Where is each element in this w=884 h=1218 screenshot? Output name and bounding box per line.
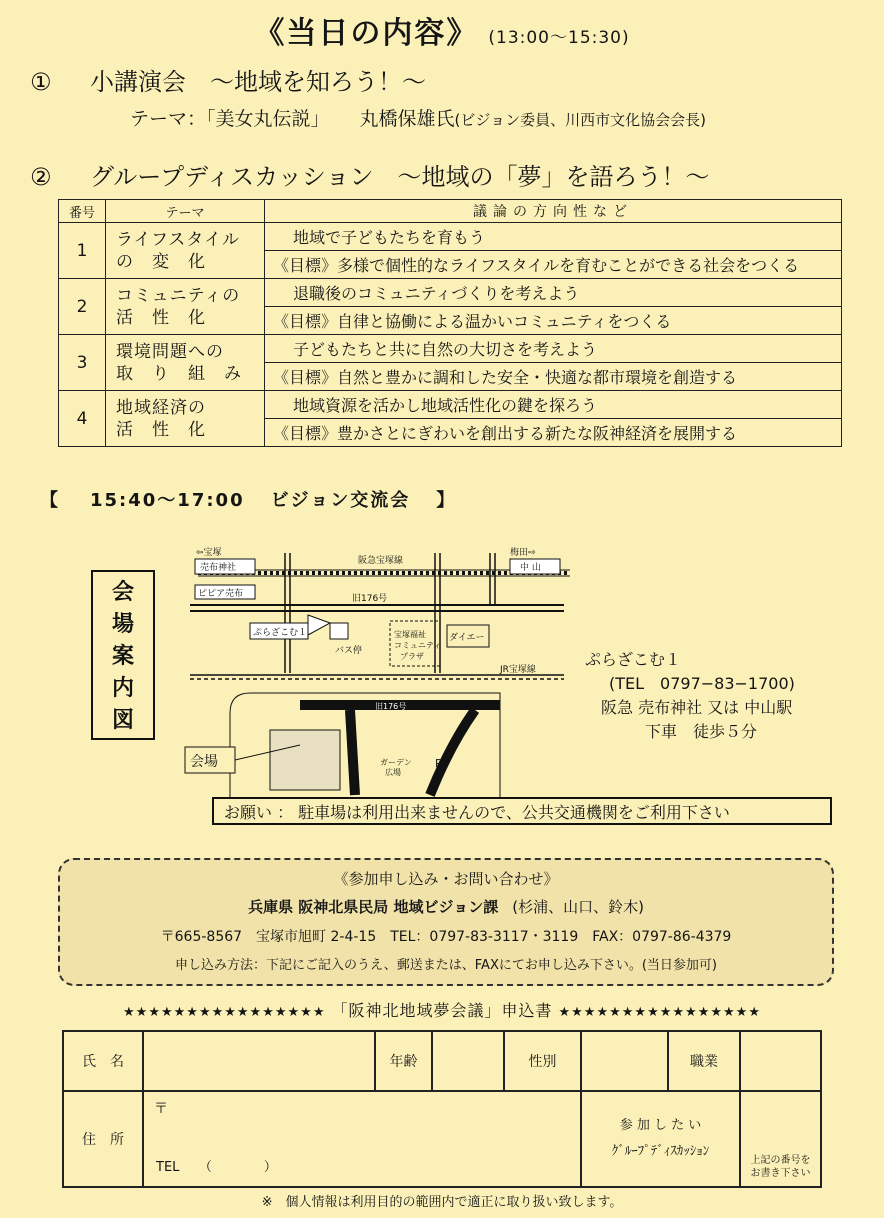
map-text: 阪急宝塚線 — [358, 556, 404, 566]
section-heading-text: グループディスカッション 〜地域の「夢」を語ろう！〜 — [90, 163, 710, 191]
row-theme — [106, 335, 265, 391]
name-label: 氏 名 — [63, 1031, 143, 1091]
map-text: 宝塚福祉 — [394, 630, 426, 639]
contact-org: 兵庫県 阪神北県民局 地域ビジョン課 — [248, 898, 499, 916]
map-text: コミュニティ — [394, 641, 442, 650]
privacy-note: ※ 個人情報は利用目的の範囲内で適正に取り扱い致します。 — [261, 1195, 623, 1210]
row-direction: 地域資源を活かし地域活性化の鍵を探ろう — [265, 391, 842, 419]
venue-building — [270, 730, 340, 790]
stars-right: ★★★★★★★★★★★★★★★★ — [558, 1005, 761, 1020]
application-form — [62, 1030, 822, 1188]
row-direction: 退職後のコミュニティづくりを考えよう — [265, 279, 842, 307]
header-no: 番号 — [59, 200, 106, 223]
sex-label: 性別 — [504, 1031, 581, 1091]
map-text: 旧176号 — [375, 702, 407, 711]
row-theme-line2: 活 性 化 — [116, 419, 206, 440]
group-note2: お書き下さい — [750, 1168, 811, 1179]
map-text: P — [435, 757, 442, 770]
job-field[interactable] — [740, 1031, 821, 1091]
row-theme — [106, 223, 265, 279]
postal-mark: 〒 — [154, 1101, 168, 1117]
arrow-icon — [308, 615, 330, 635]
lecture-theme-line — [130, 104, 706, 131]
map-text: 旧176号 — [352, 594, 388, 604]
discussion-table — [58, 199, 842, 447]
group-label — [581, 1091, 740, 1187]
row-theme-line1: コミュニティの — [116, 285, 241, 306]
row-theme-line1: 地域経済の — [116, 397, 206, 418]
bracket-close: 】 — [436, 490, 457, 511]
map-label — [112, 579, 134, 733]
stars-left: ★★★★★★★★★★★★★★★★ — [123, 1005, 326, 1020]
page-title — [0, 8, 884, 52]
section-lecture-heading — [30, 62, 426, 97]
sex-field[interactable] — [581, 1031, 668, 1091]
map-label-char: 内 — [111, 676, 135, 701]
theme-label: テーマ： — [130, 108, 207, 130]
table-row — [59, 223, 842, 251]
header-direction: 議論の方向性など — [265, 200, 842, 223]
row-goal: 《目標》自然と豊かに調和した安全・快適な都市環境を創造する — [265, 363, 842, 391]
map-text: ダイエー — [449, 633, 485, 643]
row-goal: 《目標》自律と協働による温かいコミュニティをつくる — [265, 307, 842, 335]
map-text: 中 山 — [520, 563, 541, 573]
contact-title: 《参加申し込み・お問い合わせ》 — [333, 870, 559, 888]
contact-org-line — [60, 896, 832, 917]
group-note1: 上記の番号を — [750, 1155, 811, 1166]
map-text: 売布神社 — [200, 563, 237, 573]
vision-exchange-heading — [40, 486, 456, 512]
row-number: 3 — [59, 335, 106, 391]
row-direction: 地域で子どもたちを育もう — [265, 223, 842, 251]
row-number: 4 — [59, 391, 106, 447]
map-text: 会場 — [190, 754, 218, 770]
venue-walk: 下車 徒歩５分 — [645, 722, 758, 741]
row-number: 1 — [59, 223, 106, 279]
row-theme-line2: 取 り 組 み — [116, 363, 242, 384]
map-text: 広場 — [385, 768, 401, 777]
map-text: プラザ — [400, 652, 424, 661]
row-goal: 《目標》豊かさとにぎわいを創出する新たな阪神経済を展開する — [265, 419, 842, 447]
tel-label: TEL （ ） — [156, 1160, 277, 1175]
name-field[interactable] — [143, 1031, 375, 1091]
title-time: (13:00〜15:30) — [488, 28, 630, 48]
venue-access: 阪急 売布神社 又は 中山駅 — [601, 698, 793, 717]
table-row — [59, 279, 842, 307]
map-text: 梅田⇨ — [510, 548, 536, 558]
section-heading-text: 小講演会 〜地域を知ろう！〜 — [90, 68, 426, 96]
row-goal: 《目標》多様で個性的なライフスタイルを育むことができる社会をつくる — [265, 251, 842, 279]
map-text: ガーデン — [380, 758, 412, 767]
group-field[interactable] — [740, 1091, 821, 1187]
row-direction: 子どもたちと共に自然の大切さを考えよう — [265, 335, 842, 363]
row-theme-line2: 活 性 化 — [116, 307, 206, 328]
parking-notice: お願い ： 駐車場は利用出来ませんので、公共交通機関をご利用下さい — [212, 797, 832, 825]
address-label: 住 所 — [63, 1091, 143, 1187]
title-text: 《当日の内容》 — [254, 16, 479, 51]
vision-time: 15:40〜17:00 — [90, 490, 245, 511]
age-label: 年齢 — [375, 1031, 432, 1091]
row-theme — [106, 279, 265, 335]
section-discussion-heading — [30, 157, 709, 192]
venue-map — [90, 545, 576, 800]
speaker-name: 丸橋保雄氏 — [359, 108, 455, 130]
theme-title: 「美女丸伝説」 — [206, 108, 330, 130]
age-field[interactable] — [432, 1031, 504, 1091]
map-label-char: 会 — [111, 580, 135, 605]
map-label-char: 場 — [111, 612, 135, 637]
map-label-char: 図 — [111, 708, 135, 733]
contact-method: 申し込み方法：下記にご記入のうえ、郵送または、FAXにてお申し込み下さい。(当日参加可) — [174, 958, 717, 973]
row-theme-line1: 環境問題への — [116, 341, 224, 362]
group-label-line1: 参 加 し た い — [619, 1118, 702, 1133]
contact-box — [58, 858, 834, 986]
form-title-text: 「阪神北地域夢会議」申込書 — [331, 1001, 553, 1020]
row-theme-line2: の 変 化 — [116, 251, 206, 272]
header-theme: テーマ — [106, 200, 265, 223]
bracket-open: 【 — [40, 490, 60, 511]
form-title — [0, 998, 884, 1021]
map-text: ピピア売布 — [198, 589, 244, 599]
group-label-line2: ｸﾞﾙｰﾌﾟﾃﾞｨｽｶｯｼｮﾝ — [611, 1144, 710, 1159]
contact-address: 〒665-8567 宝塚市旭町 2-4-15 TEL：0797-83-3117・3119 FAX：0797-86-4379 — [160, 929, 732, 945]
row-theme-line1: ライフスタイル — [116, 229, 240, 250]
address-field[interactable] — [143, 1091, 581, 1187]
vision-name: ビジョン交流会 — [270, 490, 411, 511]
row-number: 2 — [59, 279, 106, 335]
map-text: ⇦宝塚 — [196, 548, 222, 558]
map-text: JR宝塚線 — [500, 665, 536, 675]
job-label: 職業 — [668, 1031, 740, 1091]
map-label-char: 案 — [111, 644, 135, 669]
section-number: ① — [30, 68, 52, 96]
table-header-row — [59, 200, 842, 223]
venue-name: ぷらざこむ１ — [585, 650, 682, 669]
speaker-role: (ビジョン委員、川西市文化協会会長) — [454, 111, 706, 129]
venue-tel: (TEL 0797−83−1700) — [609, 674, 795, 693]
map-text: ぷらざこむ１ — [253, 628, 308, 638]
table-row — [59, 391, 842, 419]
contact-staff: (杉浦、山口、鈴木) — [512, 898, 644, 916]
table-row — [59, 335, 842, 363]
section-number: ② — [30, 163, 52, 191]
map-text: バス停 — [335, 646, 363, 656]
venue-info — [585, 648, 795, 744]
row-theme — [106, 391, 265, 447]
